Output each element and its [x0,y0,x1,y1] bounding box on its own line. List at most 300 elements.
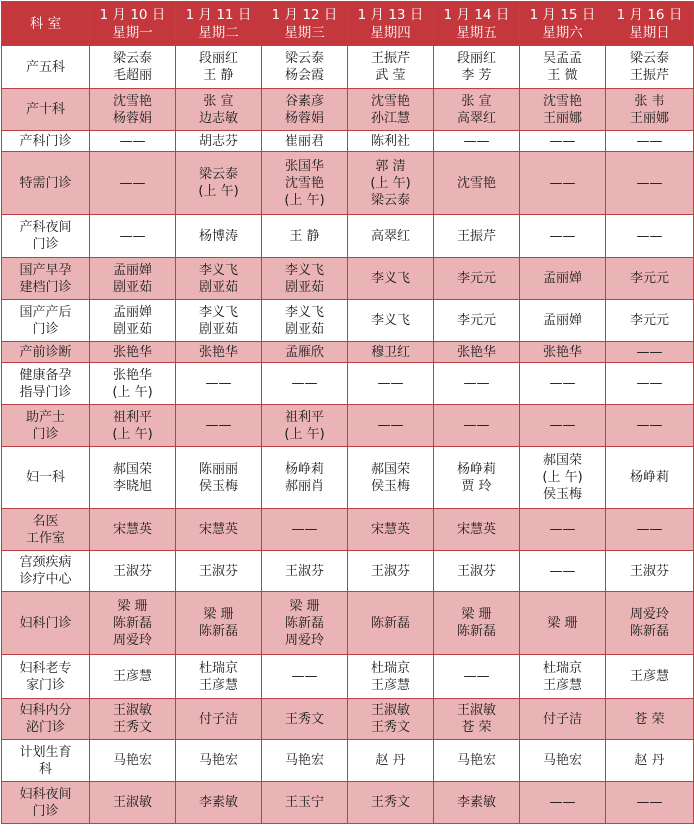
dept-name-cell [2,405,90,447]
doctor-name: 郝国荣 [542,453,582,468]
doctor-name: 王 静 [203,68,234,83]
doctor-name: 王淑敏 [112,795,152,810]
schedule-cell [90,258,176,300]
doctor-name: 宋慧英 [198,522,238,537]
schedule-cell [176,655,262,699]
doctor-name: 杨博涛 [198,228,238,244]
doctor-name: 剧亚茹 [284,279,324,295]
day-weekday: 星期四 [370,24,411,41]
schedule-cell [348,782,434,824]
doctor-name: —— [463,133,490,149]
doctor-name: 梁云泰 [370,192,410,208]
doctor-name: 李元元 [629,313,669,328]
doctor-name: —— [377,418,404,433]
schedule-cell [176,782,262,824]
dept-name-cell [2,551,90,592]
table-row [2,46,694,89]
doctor-name: —— [291,669,318,684]
doctor-name: —— [205,376,232,391]
schedule-cell [90,740,176,782]
dept-name-cell [2,782,90,824]
doctor-name: 段丽红 [198,51,238,66]
dept-name-line: 产五科 [25,59,65,75]
doctor-name: —— [636,344,663,360]
day-header [90,2,176,46]
schedule-cell [520,46,606,89]
table-row [2,342,694,363]
schedule-body [2,46,694,824]
doctor-name: 陈新磊 [198,624,238,639]
dept-name-line: 计划生育 [19,744,72,760]
schedule-cell [606,405,694,447]
doctor-name: 陈新磊 [370,615,410,631]
doctor-name: 边志敏 [198,110,238,126]
doctor-name: —— [636,228,663,244]
dept-name-cell [2,740,90,782]
schedule-cell [348,46,434,89]
dept-name-line: 名医 [32,513,59,529]
schedule-cell [434,46,520,89]
dept-name-line: 门诊 [32,426,59,442]
schedule-cell [90,782,176,824]
schedule-cell [606,655,694,699]
schedule-cell [520,509,606,551]
doctor-name: 李素敏 [198,795,238,810]
schedule-cell [434,509,520,551]
schedule-cell [606,258,694,300]
doctor-name: 梁云泰 [629,51,669,66]
doctor-name: 马艳宏 [198,753,238,768]
doctor-name: —— [549,418,576,433]
doctor-name: 张 宣 [461,93,492,109]
schedule-cell [176,363,262,405]
doctor-name: (上 午) [198,184,239,199]
schedule-cell [606,46,694,89]
doctor-name: 沈雪艳 [370,93,410,109]
doctor-name: 沈雪艳 [456,175,496,191]
dept-name-line: 妇科夜间 [19,786,72,802]
dept-name-cell [2,152,90,215]
doctor-name: 陈利社 [370,133,410,149]
table-row [2,655,694,699]
doctor-name: (上 午) [284,426,325,442]
schedule-cell [606,509,694,551]
doctor-name: 宋慧英 [370,522,410,537]
day-header [176,2,262,46]
schedule-cell [606,782,694,824]
schedule-cell [90,342,176,363]
doctor-name: 梁 珊 [117,598,148,614]
doctor-name: 李素敏 [456,795,496,810]
schedule-cell [520,551,606,592]
schedule-cell [606,131,694,152]
table-row [2,699,694,740]
doctor-name: —— [549,175,576,191]
schedule-cell [606,447,694,509]
doctor-name: 王淑敏 [456,703,496,718]
table-row [2,551,694,592]
doctor-name: 梁 珊 [547,615,578,631]
doctor-name: 李元元 [456,313,496,328]
doctor-name: 杨峥莉 [456,461,496,477]
schedule-cell [176,152,262,215]
schedule-cell [520,342,606,363]
schedule-cell [520,740,606,782]
dept-name-line: 助产士 [25,409,65,425]
doctor-name: 王秀文 [284,711,324,727]
dept-name-line: 建档门诊 [19,279,72,295]
schedule-cell [348,215,434,258]
doctor-name: 沈雪艳 [284,175,324,191]
schedule-cell [434,152,520,215]
schedule-cell [90,363,176,405]
table-row [2,300,694,342]
doctor-name: 李义飞 [370,271,410,286]
doctor-name: —— [463,376,490,391]
doctor-name: 王 微 [547,68,578,83]
doctor-name: (上 午) [112,426,153,442]
doctor-name: —— [291,376,318,391]
doctor-name: 苍 荣 [461,720,492,735]
doctor-name: 马艳宏 [112,753,152,768]
doctor-name: —— [549,228,576,244]
schedule-cell [348,89,434,131]
doctor-name: 孟丽婵 [542,313,582,328]
schedule-cell [348,447,434,509]
schedule-cell [176,46,262,89]
doctor-name: 周爱玲 [112,632,152,648]
doctor-name: 孟丽婵 [542,271,582,286]
doctor-name: 马艳宏 [284,753,324,768]
schedule-cell [176,592,262,655]
table-row [2,152,694,215]
schedule-cell [520,131,606,152]
schedule-cell [606,300,694,342]
day-header [434,2,520,46]
doctor-name: 杨蓉娟 [284,110,324,126]
doctor-name: 王彦慧 [542,677,582,693]
schedule-cell [434,699,520,740]
doctor-name: —— [549,133,576,149]
day-date: 1 月 14 日 [443,6,510,23]
doctor-name: 胡志芬 [198,133,238,149]
doctor-name: 王玉宁 [284,795,324,810]
dept-name-line: 国产产后 [19,304,72,320]
doctor-name: 郝国荣 [112,461,152,477]
dept-name-line: 特需门诊 [19,175,72,191]
dept-name-line: 诊疗中心 [19,572,72,587]
schedule-cell [176,509,262,551]
doctor-name: 沈雪艳 [112,93,152,109]
schedule-cell [434,215,520,258]
doctor-name: (上 午) [284,192,325,208]
doctor-name: 王彦慧 [370,677,410,693]
doctor-name: 杨峥莉 [629,470,669,485]
dept-name-cell [2,655,90,699]
schedule-cell [520,152,606,215]
dept-name-cell [2,300,90,342]
day-weekday: 星期五 [456,24,497,41]
schedule-cell [262,509,348,551]
doctor-name: —— [549,563,576,579]
schedule-cell [520,363,606,405]
day-date: 1 月 16 日 [616,6,683,23]
doctor-name: 李义飞 [284,262,324,278]
schedule-cell [348,592,434,655]
doctor-name: 王淑芬 [198,563,238,579]
doctor-name: 王秀文 [112,720,152,735]
dept-name-line: 宫颈疾病 [19,555,72,570]
doctor-name: —— [119,228,146,244]
schedule-cell [520,782,606,824]
doctor-name: 王彦慧 [112,669,152,684]
dept-name-cell [2,342,90,363]
schedule-cell [434,740,520,782]
doctor-name: —— [636,175,663,191]
doctor-name: 李元元 [456,271,496,286]
schedule-cell [348,655,434,699]
dept-name-cell [2,592,90,655]
doctor-name: 付子洁 [542,711,582,727]
doctor-name: 王丽娜 [629,110,669,126]
schedule-cell [348,740,434,782]
schedule-cell [90,699,176,740]
doctor-name: —— [549,522,576,537]
doctor-name: 崔丽君 [284,133,324,149]
dept-name-line: 产科夜间 [19,220,72,235]
doctor-name: 高翠红 [456,110,496,126]
dept-name-cell [2,46,90,89]
doctor-name: (上 午) [370,175,411,191]
day-weekday: 星期一 [112,24,153,41]
schedule-cell [348,342,434,363]
doctor-name: 剧亚茹 [284,321,324,337]
schedule-cell [434,447,520,509]
schedule-cell [262,215,348,258]
doctor-name: 陈新磊 [629,624,669,639]
schedule-cell [434,782,520,824]
schedule-cell [176,342,262,363]
schedule-cell [434,89,520,131]
schedule-cell [606,89,694,131]
table-row [2,215,694,258]
doctor-name: 陈丽丽 [198,461,238,477]
doctor-name: —— [205,418,232,433]
schedule-cell [262,740,348,782]
day-date: 1 月 12 日 [271,6,338,23]
doctor-name: —— [636,133,663,149]
doctor-name: 李元元 [629,271,669,286]
doctor-name: 陈新磊 [456,624,496,639]
schedule-cell [606,363,694,405]
doctor-name: 毛超丽 [112,68,152,83]
schedule-cell [176,258,262,300]
schedule-cell [520,699,606,740]
doctor-name: 郭 清 [375,158,406,174]
day-date: 1 月 13 日 [357,6,424,23]
schedule-cell [520,592,606,655]
schedule-cell [520,215,606,258]
doctor-name: 王振芹 [456,228,496,244]
dept-name-line: 国产早孕 [19,262,72,278]
doctor-name: 王丽娜 [542,110,582,126]
doctor-name: —— [636,376,663,391]
schedule-cell [176,740,262,782]
schedule-cell [262,152,348,215]
day-date: 1 月 15 日 [529,6,596,23]
doctor-name: 周爱玲 [629,607,669,622]
doctor-name: (上 午) [112,384,153,400]
schedule-cell [606,592,694,655]
schedule-cell [434,131,520,152]
doctor-name: 王淑芬 [112,563,152,579]
dept-name-cell [2,447,90,509]
doctor-name: 赵 丹 [375,753,406,768]
schedule-cell [434,405,520,447]
doctor-name: 杨蓉娟 [112,110,152,126]
doctor-name: —— [377,376,404,391]
day-header [348,2,434,46]
dept-name-line: 产科门诊 [19,133,72,149]
doctor-name: 张艳华 [456,344,496,360]
dept-name-cell [2,89,90,131]
doctor-name: 王淑敏 [370,703,410,718]
table-row [2,405,694,447]
schedule-cell [348,258,434,300]
schedule-cell [262,551,348,592]
doctor-name: —— [463,418,490,433]
table-row [2,258,694,300]
schedule-cell [606,342,694,363]
dept-name-line: 科 [38,761,52,777]
dept-name-cell [2,363,90,405]
dept-name-cell [2,131,90,152]
schedule-cell [262,782,348,824]
doctor-name: 高翠红 [370,228,410,244]
schedule-cell [90,447,176,509]
doctor-name: 张 韦 [634,93,665,109]
dept-name-line: 门诊 [32,803,59,819]
schedule-cell [90,405,176,447]
doctor-name: 周爱玲 [284,632,324,648]
doctor-name: 王淑敏 [112,703,152,718]
doctor-name: —— [636,795,663,810]
schedule-cell [90,655,176,699]
dept-name-line: 妇一科 [25,470,65,485]
schedule-cell [90,509,176,551]
day-header [262,2,348,46]
doctor-name: 郝国荣 [370,461,410,477]
schedule-cell [434,300,520,342]
schedule-cell [90,152,176,215]
table-row [2,509,694,551]
schedule-cell [434,342,520,363]
schedule-cell [606,152,694,215]
schedule-cell [348,551,434,592]
day-weekday: 星期日 [629,24,670,41]
schedule-cell [90,215,176,258]
schedule-cell [176,300,262,342]
day-weekday: 星期六 [542,24,583,41]
day-date: 1 月 11 日 [185,6,252,23]
doctor-name: 宋慧英 [112,522,152,537]
doctor-name: —— [636,522,663,537]
doctor-name: 王彦慧 [629,669,669,684]
schedule-cell [520,655,606,699]
doctor-name: 沈雪艳 [542,93,582,109]
table-row [2,592,694,655]
doctor-name: 张 宣 [203,93,234,109]
schedule-cell [90,46,176,89]
doctor-name: 李义飞 [198,262,238,278]
schedule-cell [348,363,434,405]
doctor-name: —— [463,669,490,684]
table-row [2,131,694,152]
doctor-name: 张艳华 [198,344,238,360]
dept-name-cell [2,215,90,258]
doctor-name: 王淑芬 [370,563,410,579]
doctor-name: 宋慧英 [456,522,496,537]
schedule-cell [176,551,262,592]
schedule-cell [520,300,606,342]
doctor-name: 马艳宏 [542,753,582,768]
header-row [2,2,694,46]
schedule-cell [176,405,262,447]
schedule-cell [90,592,176,655]
doctor-name: 梁云泰 [284,51,324,66]
doctor-name: 王淑芬 [284,563,324,579]
doctor-name: 杜瑞京 [370,660,410,676]
schedule-cell [262,655,348,699]
dept-name-line: 门诊 [32,321,59,337]
dept-header: 科 室 [2,2,90,46]
doctor-name: 马艳宏 [456,753,496,768]
day-weekday: 星期二 [198,24,239,41]
day-date: 1 月 10 日 [99,6,166,23]
table-row [2,447,694,509]
doctor-name: 武 莹 [375,68,406,83]
doctor-name: 吴孟孟 [542,51,582,66]
dept-name-cell [2,258,90,300]
schedule-cell [434,551,520,592]
dept-name-line: 妇科老专 [19,660,72,676]
doctor-name: 侯玉梅 [198,478,238,494]
schedule-cell [520,405,606,447]
doctor-name: 赵 丹 [634,753,665,768]
schedule-cell [176,215,262,258]
doctor-name: —— [549,376,576,391]
schedule-cell [90,551,176,592]
doctor-name: 李义飞 [370,313,410,328]
doctor-name: 李晓旭 [112,478,152,494]
doctor-name: 王振芹 [629,68,669,83]
schedule-cell [520,258,606,300]
doctor-name: 剧亚茹 [198,321,238,337]
doctor-name: —— [636,418,663,433]
schedule-cell [262,258,348,300]
doctor-name: 侯玉梅 [370,478,410,494]
table-row [2,363,694,405]
schedule-cell [606,740,694,782]
day-header [606,2,694,46]
schedule-cell [262,699,348,740]
doctor-name: 王淑芬 [629,563,669,579]
doctor-name: 祖利平 [284,409,324,425]
dept-name-line: 门诊 [32,237,59,252]
schedule-cell [262,300,348,342]
dept-name-line: 家门诊 [25,677,65,693]
doctor-name: 王彦慧 [198,677,238,693]
